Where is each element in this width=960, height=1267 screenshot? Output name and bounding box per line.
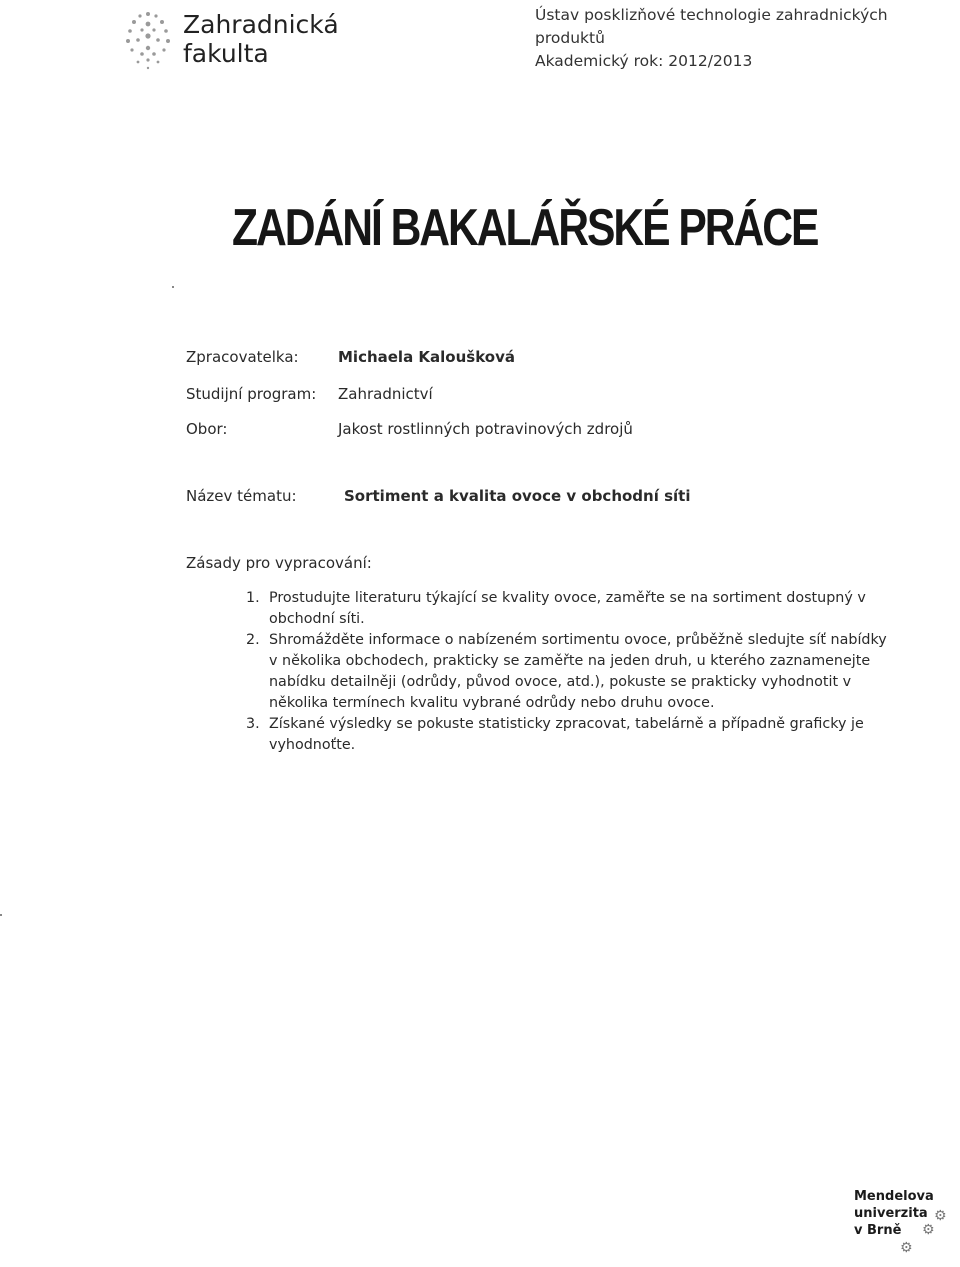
document-title: ZADÁNÍ BAKALÁŘSKÉ PRÁCE	[232, 199, 818, 257]
faculty-name	[183, 10, 339, 68]
principles-list	[246, 588, 896, 756]
item-text: Prostudujte literaturu týkající se kvality ovoce, zaměřte se na sortiment dostupný v obchodní síti.	[269, 590, 866, 627]
faculty-name-line2: fakulta	[183, 39, 269, 68]
stray-mark	[0, 914, 2, 916]
item-number: 1.	[246, 590, 260, 606]
academic-year: Akademický rok: 2012/2013	[535, 52, 753, 70]
list-item	[246, 714, 896, 756]
branch-value: Jakost rostlinných potravinových zdrojů	[338, 420, 633, 438]
field-label: Zpracovatelka:	[186, 348, 299, 366]
institute-header	[535, 4, 960, 73]
principles-label: Zásady pro vypracování:	[186, 554, 372, 572]
field-label: Studijní program:	[186, 385, 317, 403]
university-name-line2: univerzita	[854, 1206, 928, 1221]
university-name-line3: v Brně	[854, 1223, 902, 1238]
faculty-logo-icon	[108, 4, 188, 84]
faculty-name-line1: Zahradnická	[183, 10, 339, 39]
item-number: 2.	[246, 632, 260, 648]
institute-name: Ústav posklizňové technologie zahradnických produktů	[535, 6, 888, 47]
field-label: Obor:	[186, 420, 228, 438]
university-gear-icon: ⚙	[934, 1208, 947, 1224]
university-name-line1: Mendelova	[854, 1189, 934, 1204]
author-name: Michaela Kaloušková	[338, 348, 515, 366]
list-item	[246, 630, 896, 714]
list-item	[246, 588, 896, 630]
university-gear-icon: ⚙	[900, 1240, 913, 1256]
item-text: Získané výsledky se pokuste statisticky zpracovat, tabelárně a případně graficky je vyhodnoťte.	[269, 716, 864, 753]
stray-mark	[172, 286, 174, 288]
university-gear-icon: ⚙	[922, 1222, 935, 1238]
item-text: Shromážděte informace o nabízeném sortimentu ovoce, průběžně sledujte síť nabídky v několika obchodech, prakticky se zaměřte na jeden druh, u kterého zaznamenejte nabídku detailněji (odrůdy, původ ovoce, atd.), pokuste se prakticky vyhodnotit v několika termínech kvalitu vybrané odrůdy nebo druhu ovoce.	[269, 632, 887, 711]
topic-value: Sortiment a kvalita ovoce v obchodní síti	[344, 487, 691, 505]
item-number: 3.	[246, 716, 260, 732]
study-program-value: Zahradnictví	[338, 385, 433, 403]
university-logo	[854, 1188, 954, 1264]
field-label: Název tématu:	[186, 487, 297, 505]
